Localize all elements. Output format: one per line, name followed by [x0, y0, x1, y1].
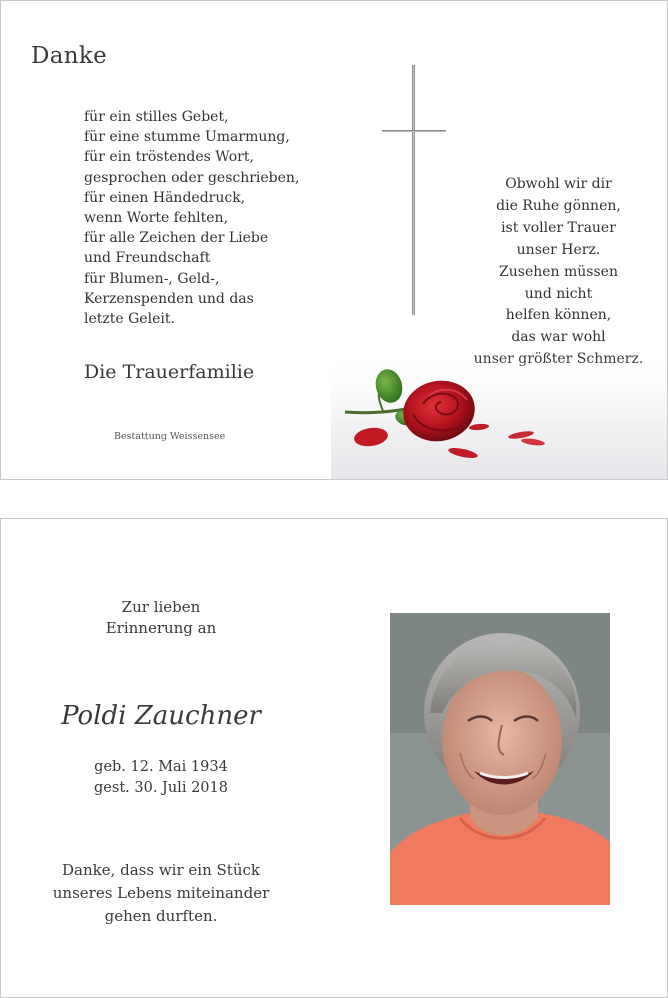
family-signature: Die Trauerfamilie: [84, 361, 255, 383]
intro-text: [61, 597, 261, 639]
thanks-line: wenn Worte fehlten,: [84, 210, 229, 227]
card-outside: [0, 518, 668, 998]
thanks-line: letzte Geleit.: [84, 311, 175, 328]
birth-date: geb. 12. Mai 1934: [94, 759, 228, 775]
closing-text: [31, 859, 291, 928]
poem: [471, 174, 646, 371]
life-dates: [61, 757, 261, 798]
thanks-text: [84, 107, 299, 329]
poem-line: unser Herz.: [516, 241, 601, 258]
thanks-line: gesprochen oder geschrieben,: [84, 169, 300, 186]
thanks-line: für alle Zeichen der Liebe: [84, 230, 269, 247]
poem-line: und nicht: [524, 285, 593, 302]
poem-line: Zusehen müssen: [499, 263, 618, 280]
undertaker-name: Bestattung Weissensee: [114, 431, 226, 442]
thanks-line: für einen Händedruck,: [84, 189, 246, 206]
poem-line: das war wohl: [511, 329, 606, 346]
thanks-line: Kerzenspenden und das: [84, 290, 254, 307]
closing-line: unseres Lebens miteinander: [52, 884, 270, 902]
deceased-name: Poldi Zauchner: [61, 701, 261, 731]
danke-title: Danke: [31, 43, 108, 69]
poem-line: die Ruhe gönnen,: [496, 197, 621, 214]
poem-line: helfen können,: [505, 307, 612, 324]
death-date: gest. 30. Juli 2018: [94, 779, 228, 796]
thanks-line: für Blumen-, Geld-,: [84, 270, 220, 287]
thanks-line: für ein tröstendes Wort,: [84, 149, 254, 166]
intro-line: Erinnerung an: [105, 619, 217, 637]
portrait-photo: [390, 613, 610, 905]
closing-line: Danke, dass wir ein Stück: [62, 861, 260, 879]
thanks-line: für ein stilles Gebet,: [84, 109, 229, 125]
card-inside: [0, 0, 668, 480]
poem-line: Obwohl wir dir: [505, 176, 612, 192]
closing-line: gehen durften.: [104, 907, 218, 925]
thanks-line: und Freundschaft: [84, 250, 211, 267]
thanks-line: für eine stumme Umarmung,: [84, 129, 290, 146]
rose-image: [331, 356, 667, 479]
poem-line: ist voller Trauer: [501, 219, 616, 236]
intro-line: Zur lieben: [121, 598, 201, 616]
